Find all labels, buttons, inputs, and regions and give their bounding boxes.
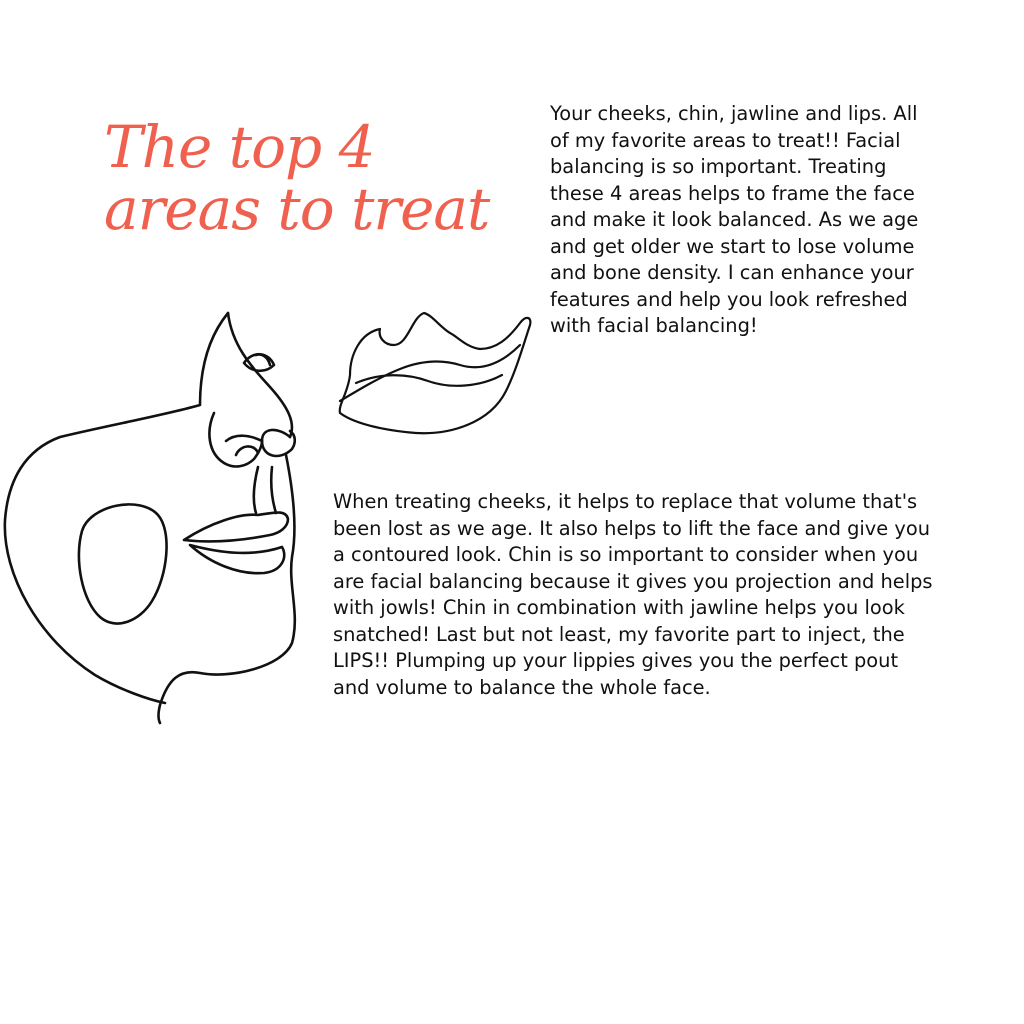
nose-bridge — [228, 313, 292, 437]
cheek-contour — [79, 504, 167, 623]
face-line-art-icon — [0, 295, 320, 725]
upper-lip — [184, 513, 288, 542]
nostril — [209, 413, 262, 466]
lips-line-art-icon — [320, 295, 540, 445]
lips-outline — [340, 313, 531, 433]
detail-paragraph: When treating cheeks, it helps to replace that volume that's been lost as we age. It also helps to lift the face and give you a contoured look. Chin is so important to consider when you are facial balancing because it gives you projection and helps with jowls! Chin in combination with jawline helps you look snatched! Last but not least, my favorite part to inject, the LIPS!! Plumping up your lippies gives you the perfect pout and volume to balance the whole face. — [333, 490, 933, 699]
heading-line-1: The top 4 — [104, 113, 375, 181]
lips-line — [340, 345, 520, 401]
lower-lip — [190, 545, 284, 573]
intro-paragraph: Your cheeks, chin, jawline and lips. All of my favorite areas to treat!! Facial balancing is so important. Treating these 4 areas helps to frame the face and make it look balanced. As we age and get older we start to lose volume and bone density. I can enhance your features and help you look refreshed with facial balancing! — [550, 102, 919, 337]
face-contour — [5, 313, 228, 703]
chin-jaw — [159, 455, 295, 723]
heading-line-2: areas to treat — [104, 175, 490, 243]
